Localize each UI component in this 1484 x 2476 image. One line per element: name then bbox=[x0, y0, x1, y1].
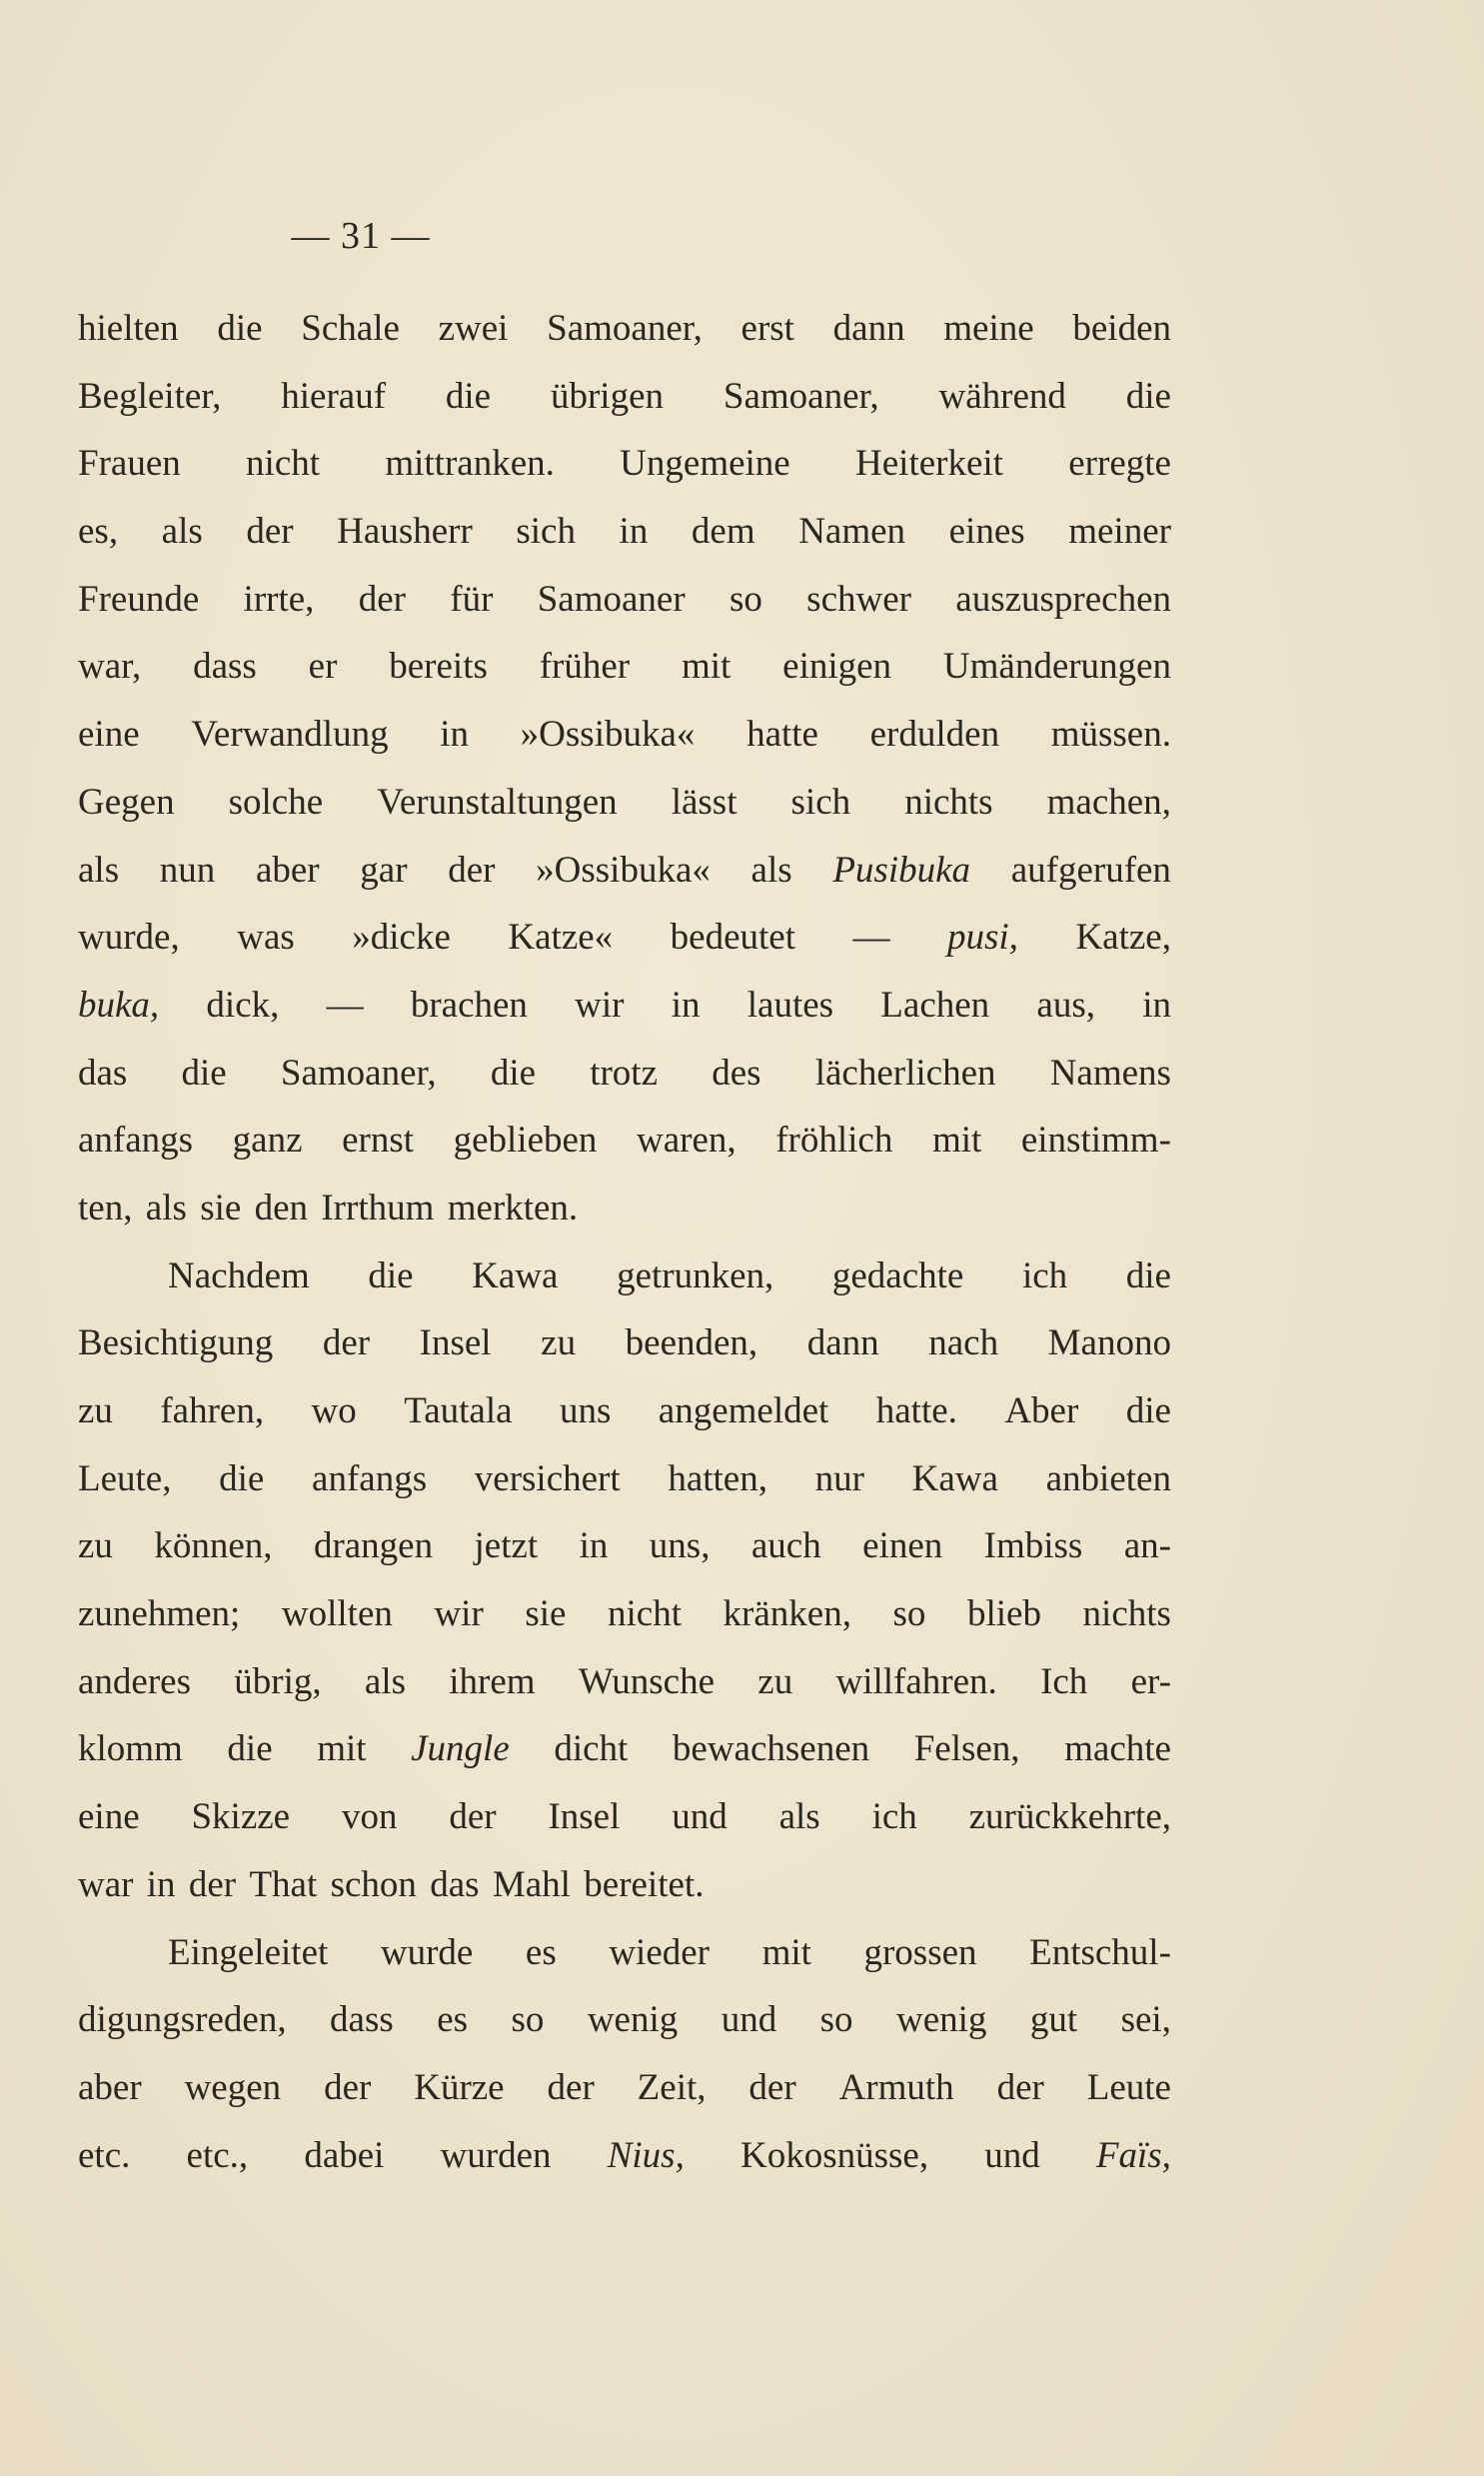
word: Tautala bbox=[404, 1390, 513, 1431]
word: Hausherr bbox=[337, 511, 473, 553]
word: von bbox=[341, 1796, 398, 1838]
word: hielten bbox=[78, 308, 179, 349]
word: versichert bbox=[474, 1457, 621, 1499]
word: während bbox=[938, 375, 1066, 417]
italic-word: buka, bbox=[78, 984, 160, 1026]
word: wenig bbox=[587, 1999, 679, 2041]
word: wo bbox=[311, 1390, 357, 1431]
text-line bbox=[78, 1783, 1171, 1851]
word: Gegen bbox=[78, 781, 175, 823]
word: Samoaner, bbox=[547, 308, 703, 349]
word: aufgerufen bbox=[1010, 849, 1171, 891]
word: erst bbox=[741, 308, 794, 349]
word: meiner bbox=[1068, 511, 1171, 553]
text-line bbox=[78, 1715, 1171, 1783]
text-line bbox=[78, 2122, 1171, 2190]
word: That bbox=[249, 1863, 318, 1905]
word: Katze, bbox=[1075, 917, 1171, 959]
word: jetzt bbox=[474, 1525, 539, 1567]
word: Manono bbox=[1047, 1322, 1171, 1364]
word: Besichtigung bbox=[78, 1322, 274, 1364]
word: war, bbox=[78, 646, 142, 688]
word: an- bbox=[1123, 1525, 1171, 1567]
word: bereitet. bbox=[584, 1863, 705, 1905]
word: mit bbox=[931, 1120, 982, 1162]
word: sie bbox=[200, 1187, 242, 1229]
word: Ich bbox=[1040, 1660, 1088, 1702]
word: er bbox=[308, 646, 338, 688]
word: Imbiss bbox=[983, 1525, 1083, 1567]
word: machen, bbox=[1046, 781, 1171, 823]
word: Kawa bbox=[911, 1457, 998, 1499]
word: Felsen, bbox=[913, 1728, 1020, 1770]
word: drangen bbox=[313, 1525, 434, 1567]
word: mit bbox=[761, 1931, 811, 1973]
word: sie bbox=[525, 1593, 567, 1635]
word: und bbox=[672, 1796, 728, 1838]
word: früher bbox=[539, 646, 631, 688]
text-line bbox=[78, 633, 1171, 701]
word: der bbox=[324, 2066, 372, 2108]
word: der bbox=[547, 2066, 595, 2108]
word: in bbox=[619, 511, 649, 553]
word: Lachen bbox=[880, 984, 990, 1026]
word: — bbox=[326, 984, 364, 1026]
word: es bbox=[437, 1999, 469, 2041]
word: wurden bbox=[440, 2134, 552, 2176]
word: als bbox=[364, 1660, 406, 1702]
word: Katze« bbox=[508, 917, 614, 959]
word: bewachsenen bbox=[672, 1728, 870, 1770]
word: zu bbox=[78, 1390, 113, 1431]
word: »Ossibuka« bbox=[536, 849, 711, 891]
word: Entschul- bbox=[1029, 1931, 1171, 1973]
word: sich bbox=[516, 511, 576, 553]
word: Aber bbox=[1004, 1390, 1079, 1431]
word: wieder bbox=[609, 1931, 710, 1973]
word: als bbox=[145, 1187, 187, 1229]
text-line bbox=[78, 295, 1171, 363]
word: lautes bbox=[746, 984, 834, 1026]
word: beenden, bbox=[625, 1322, 758, 1364]
word: erdulden bbox=[869, 714, 1000, 756]
word: auszusprechen bbox=[955, 578, 1171, 620]
word: klomm bbox=[78, 1728, 183, 1770]
word: als bbox=[78, 849, 120, 891]
word: hatten, bbox=[668, 1457, 767, 1499]
word: er- bbox=[1130, 1660, 1171, 1702]
word: dicht bbox=[554, 1728, 629, 1770]
word: wurde, bbox=[78, 917, 180, 959]
word: mittranken. bbox=[385, 443, 555, 485]
text-line bbox=[78, 1580, 1171, 1648]
word: meine bbox=[943, 308, 1034, 349]
text-line bbox=[78, 1851, 1171, 1919]
word: nichts bbox=[1082, 1593, 1171, 1635]
word: gar bbox=[360, 849, 408, 891]
word: nicht bbox=[608, 1593, 682, 1635]
word: machte bbox=[1064, 1728, 1171, 1770]
word: Namen bbox=[798, 511, 906, 553]
word: Kokosnüsse, bbox=[740, 2134, 929, 2176]
word: mit bbox=[317, 1728, 367, 1770]
word: Kawa bbox=[472, 1254, 559, 1296]
word: zurückkehrte, bbox=[968, 1796, 1171, 1838]
word: etc. bbox=[78, 2134, 131, 2176]
word: was bbox=[237, 917, 295, 959]
word: so bbox=[892, 1593, 926, 1635]
word: übrig, bbox=[234, 1660, 322, 1702]
word: der bbox=[246, 511, 294, 553]
word: Freunde bbox=[78, 578, 200, 620]
word: wenig bbox=[895, 1999, 987, 2041]
word: dabei bbox=[304, 2134, 385, 2176]
word: brachen bbox=[410, 984, 528, 1026]
word: Insel bbox=[419, 1322, 492, 1364]
text-line bbox=[78, 769, 1171, 837]
word: fahren, bbox=[160, 1390, 265, 1431]
word: hatte bbox=[746, 714, 818, 756]
word: sei, bbox=[1120, 1999, 1171, 2041]
word: digungsreden, bbox=[78, 1999, 287, 2041]
text-line bbox=[78, 1040, 1171, 1108]
word: solche bbox=[228, 781, 324, 823]
word: anfangs bbox=[78, 1120, 194, 1162]
word: dem bbox=[691, 511, 755, 553]
word: wir bbox=[434, 1593, 484, 1635]
word: Samoaner, bbox=[723, 375, 879, 417]
word: getrunken, bbox=[617, 1254, 774, 1296]
word: angemeldet bbox=[658, 1390, 829, 1431]
word: schwer bbox=[806, 578, 911, 620]
word: etc., bbox=[186, 2134, 249, 2176]
word: »dicke bbox=[352, 917, 451, 959]
word: so bbox=[819, 1999, 853, 2041]
word: dick, bbox=[206, 984, 280, 1026]
word: Armuth bbox=[838, 2066, 954, 2108]
word: Leute, bbox=[78, 1457, 172, 1499]
text-line bbox=[78, 1107, 1171, 1175]
word: aber bbox=[78, 2066, 142, 2108]
word: es bbox=[525, 1931, 557, 1973]
word: dass bbox=[330, 1999, 394, 2041]
text-line bbox=[78, 1175, 1171, 1242]
word: die bbox=[445, 375, 492, 417]
word: Ungemeine bbox=[620, 443, 790, 485]
word: nichts bbox=[904, 781, 993, 823]
word: beiden bbox=[1072, 308, 1171, 349]
word: der bbox=[188, 1863, 237, 1905]
word: Schale bbox=[301, 308, 400, 349]
word: Eingeleitet bbox=[168, 1931, 329, 1973]
word: in bbox=[671, 984, 701, 1026]
word: wollten bbox=[281, 1593, 393, 1635]
word: und bbox=[721, 1999, 777, 2041]
word: Zeit, bbox=[637, 2066, 707, 2108]
word: anfangs bbox=[312, 1457, 428, 1499]
word: in bbox=[579, 1525, 609, 1567]
text-line bbox=[78, 701, 1171, 769]
word: eine bbox=[78, 1796, 140, 1838]
word: der bbox=[322, 1322, 371, 1364]
italic-word: pusi, bbox=[947, 917, 1018, 959]
text-line bbox=[78, 498, 1171, 566]
word: »Ossibuka« bbox=[520, 714, 696, 756]
word: zunehmen; bbox=[78, 1593, 241, 1635]
word: Begleiter, bbox=[78, 375, 222, 417]
text-line bbox=[78, 1445, 1171, 1513]
word: bedeutet bbox=[670, 917, 795, 959]
word: einstimm- bbox=[1020, 1120, 1171, 1162]
word: Umänderungen bbox=[942, 646, 1171, 688]
word: müssen. bbox=[1050, 714, 1171, 756]
word: ernst bbox=[342, 1120, 415, 1162]
word: der bbox=[448, 849, 496, 891]
word: Samoaner, bbox=[280, 1052, 437, 1094]
word: als bbox=[750, 849, 792, 891]
word: in bbox=[1142, 984, 1171, 1026]
word: nach bbox=[928, 1322, 999, 1364]
word: als bbox=[778, 1796, 820, 1838]
word: die bbox=[227, 1728, 273, 1770]
word: dann bbox=[806, 1322, 879, 1364]
word: und bbox=[984, 2134, 1040, 2176]
italic-word: Pusibuka bbox=[832, 849, 971, 891]
word: zu bbox=[541, 1322, 577, 1364]
word: der bbox=[449, 1796, 497, 1838]
word: die bbox=[217, 308, 263, 349]
word: der bbox=[358, 578, 406, 620]
word: so bbox=[729, 578, 762, 620]
word: zwei bbox=[438, 308, 509, 349]
word: des bbox=[712, 1052, 761, 1094]
text-line bbox=[78, 1648, 1171, 1716]
word: es, bbox=[78, 511, 119, 553]
word: der bbox=[996, 2066, 1044, 2108]
word: lächerlichen bbox=[814, 1052, 996, 1094]
text-line bbox=[78, 1377, 1171, 1445]
word: schon bbox=[330, 1863, 417, 1905]
word: wir bbox=[575, 984, 625, 1026]
word: zu bbox=[757, 1660, 793, 1702]
text-line bbox=[78, 837, 1171, 905]
page-number: — 31 — bbox=[291, 215, 431, 257]
word: die bbox=[219, 1457, 265, 1499]
italic-word: Jungle bbox=[411, 1728, 510, 1770]
word: nicht bbox=[246, 443, 321, 485]
word: merkten. bbox=[447, 1187, 579, 1229]
text-line bbox=[78, 1919, 1171, 1987]
word: hatte. bbox=[875, 1390, 957, 1431]
word: das bbox=[78, 1052, 128, 1094]
word: war bbox=[78, 1863, 134, 1905]
word: bereits bbox=[389, 646, 488, 688]
word: aus, bbox=[1036, 984, 1095, 1026]
word: Namens bbox=[1049, 1052, 1171, 1094]
word: die bbox=[368, 1254, 414, 1296]
word: übrigen bbox=[550, 375, 665, 417]
word: anderes bbox=[78, 1660, 191, 1702]
text-line bbox=[78, 566, 1171, 634]
word: Samoaner bbox=[537, 578, 686, 620]
word: irrte, bbox=[243, 578, 315, 620]
word: trotz bbox=[590, 1052, 659, 1094]
text-line bbox=[78, 2054, 1171, 2122]
word: auch bbox=[750, 1525, 821, 1567]
word: Mahl bbox=[492, 1863, 571, 1905]
word: zu bbox=[78, 1525, 113, 1567]
word: dass bbox=[193, 646, 257, 688]
word: die bbox=[1125, 1390, 1171, 1431]
word: in bbox=[146, 1863, 176, 1905]
text-line bbox=[78, 1309, 1171, 1377]
word: in bbox=[440, 714, 470, 756]
text-line bbox=[78, 430, 1171, 498]
word: Verunstaltungen bbox=[377, 781, 618, 823]
word: aber bbox=[255, 849, 320, 891]
word: lässt bbox=[671, 781, 738, 823]
italic-word: Faïs, bbox=[1095, 2134, 1171, 2176]
word: blieb bbox=[967, 1593, 1041, 1635]
word: Heiterkeit bbox=[855, 443, 1003, 485]
word: uns, bbox=[649, 1525, 711, 1567]
word: fröhlich bbox=[775, 1120, 893, 1162]
word: so bbox=[511, 1999, 545, 2041]
word: ten, bbox=[78, 1187, 133, 1229]
word: eines bbox=[948, 511, 1025, 553]
word: können, bbox=[154, 1525, 273, 1567]
text-line bbox=[78, 904, 1171, 972]
word: wurde bbox=[380, 1931, 474, 1973]
word: Nachdem bbox=[168, 1254, 310, 1296]
word: ich bbox=[871, 1796, 917, 1838]
word: grossen bbox=[863, 1931, 977, 1973]
word: dann bbox=[832, 308, 905, 349]
word: Verwandlung bbox=[191, 714, 389, 756]
word: mit bbox=[681, 646, 732, 688]
word: uns bbox=[559, 1390, 612, 1431]
word: ich bbox=[1021, 1254, 1068, 1296]
word: einen bbox=[862, 1525, 943, 1567]
word: der bbox=[748, 2066, 796, 2108]
word: gedachte bbox=[831, 1254, 964, 1296]
word: den bbox=[254, 1187, 309, 1229]
word: Insel bbox=[548, 1796, 621, 1838]
word: Frauen bbox=[78, 443, 181, 485]
word: einigen bbox=[782, 646, 892, 688]
word: Irrthum bbox=[321, 1187, 435, 1229]
word: kränken, bbox=[723, 1593, 851, 1635]
body-text bbox=[78, 295, 1171, 2189]
word: nur bbox=[814, 1457, 864, 1499]
word: die bbox=[1125, 375, 1171, 417]
word: ganz bbox=[232, 1120, 303, 1162]
word: sich bbox=[790, 781, 851, 823]
word: eine bbox=[78, 714, 140, 756]
word: die bbox=[1125, 1254, 1171, 1296]
word: Leute bbox=[1086, 2066, 1171, 2108]
word: erregte bbox=[1068, 443, 1171, 485]
word: ihrem bbox=[449, 1660, 536, 1702]
word: hierauf bbox=[281, 375, 387, 417]
text-line bbox=[78, 972, 1171, 1040]
text-line bbox=[78, 1986, 1171, 2054]
word: die bbox=[181, 1052, 227, 1094]
word: die bbox=[490, 1052, 537, 1094]
word: waren, bbox=[637, 1120, 737, 1162]
text-line bbox=[78, 1242, 1171, 1310]
word: anbieten bbox=[1045, 1457, 1171, 1499]
word: das bbox=[430, 1863, 480, 1905]
word: Wunsche bbox=[578, 1660, 716, 1702]
italic-word: Nius, bbox=[607, 2134, 685, 2176]
word: als bbox=[161, 511, 203, 553]
word: Kürze bbox=[414, 2066, 505, 2108]
word: für bbox=[450, 578, 494, 620]
word: geblieben bbox=[453, 1120, 598, 1162]
word: — bbox=[852, 917, 890, 959]
word: wegen bbox=[184, 2066, 282, 2108]
word: Skizze bbox=[191, 1796, 291, 1838]
word: gut bbox=[1029, 1999, 1078, 2041]
text-line bbox=[78, 363, 1171, 431]
text-line bbox=[78, 1512, 1171, 1580]
word: nun bbox=[159, 849, 216, 891]
word: willfahren. bbox=[835, 1660, 997, 1702]
